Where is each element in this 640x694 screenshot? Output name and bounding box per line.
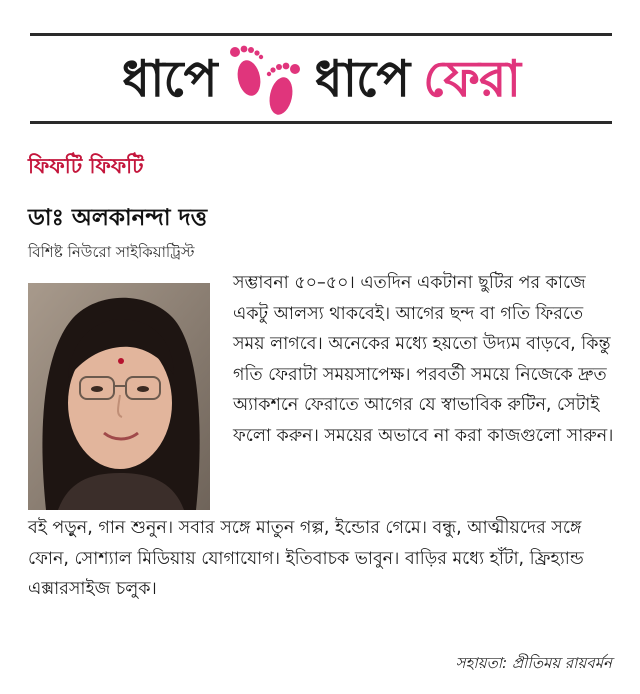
column-label: ফিফটি ফিফটি — [28, 154, 144, 178]
credit-line: সহায়তা: প্রীতিময় রায়বর্মন — [455, 654, 612, 672]
masthead-word-2: ধাপে — [314, 50, 410, 108]
masthead-word-3: ফেরা — [423, 50, 520, 108]
portrait-image — [28, 283, 210, 510]
article-text-part-1: সম্ভাবনা ৫০–৫০। এতদিন একটানা ছুটির পর কাজে একটু আলস্য থাকবেই। আগের ছন্দ বা গতি ফিরতে সময় লাগবে। অনেকের মধ্যে হয়তো উদ্যম বাড়বে, কিন্তু গতি ফেরাটা সময়সাপেক্ষ। পরবর্তী সময়ে নিজেকে দ্রুত অ্যাকশনে ফেরাতে আগের যে স্বাভাবিক রুটিন, সেটাই ফলো করুন। সময়ের অভাবে না করা কাজগুলো সারুন। — [233, 273, 614, 446]
masthead-word-1: ধাপে — [122, 50, 217, 108]
author-role: বিশিষ্ট নিউরো সাইকিয়াট্রিস্ট — [28, 243, 195, 261]
masthead-top-rule — [30, 33, 612, 36]
masthead — [30, 38, 612, 120]
masthead-bottom-rule — [30, 121, 612, 124]
author-name: ডাঃ অলকানন্দা দত্ত — [28, 205, 208, 231]
article-text-part-2: বই পড়ুন, গান শুনুন। সবার সঙ্গে মাতুন গল্প, ইন্ডোর গেমে। বন্ধু, আত্মীয়দের সঙ্গে ফোন, সোশ্যাল মিডিয়ায় যোগাযোগ। ইতিবাচক ভাবুন। বাড়ির মধ্যে হাঁটা, ফ্রিহ্যান্ড এক্সারসাইজ চলুক। — [28, 518, 584, 599]
author-photo — [28, 283, 210, 510]
footprints-icon — [221, 38, 311, 120]
